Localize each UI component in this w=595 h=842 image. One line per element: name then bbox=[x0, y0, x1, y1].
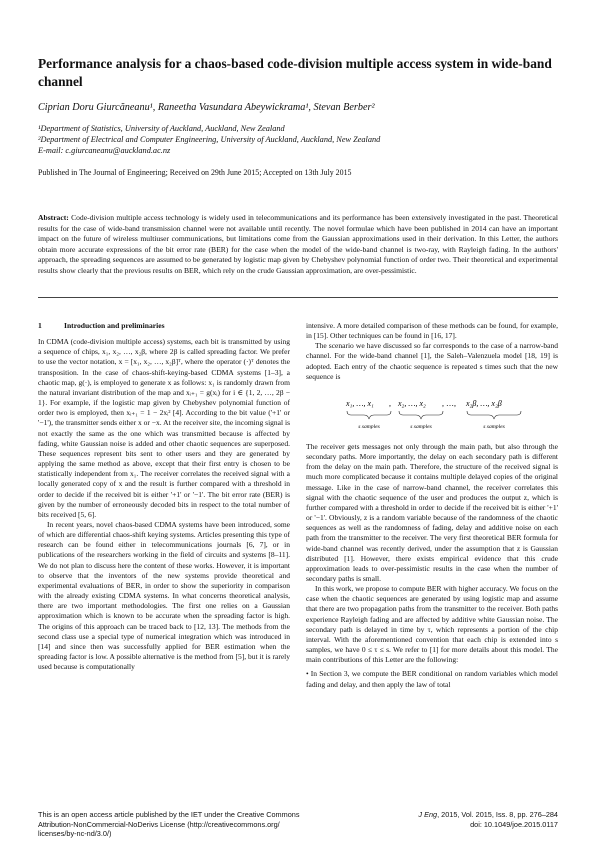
section-title: Introduction and preliminaries bbox=[64, 321, 165, 330]
license-footer bbox=[38, 810, 338, 839]
section-heading bbox=[38, 321, 290, 331]
right-column bbox=[306, 321, 558, 690]
sequence-group-1: x₁, …, x₁ bbox=[346, 398, 374, 408]
license-line[interactable]: licenses/by-nc-nd/3.0/) bbox=[38, 829, 112, 839]
sequence-group-2: x₂, …, x₂ bbox=[398, 398, 426, 408]
body-paragraph: The scenario we have discussed so far corresponds to the case of a narrow-band channel. For the wide-band channel [1], the Saleh–Valenzuela model [18, 19] is adopted. Each entry of the chaotic sequence is repeated s times such that the new sequence is bbox=[306, 341, 558, 381]
body-paragraph: In this work, we propose to compute BER with higher accuracy. We focus on the case when the chaotic sequences are generated by using logistic map and assume that there are two propagation paths from the transmitter to the receiver. Both paths experience Rayleigh fading and are affected by additive white Gaussian noise. The secondary path is delayed in time by τ, which represents a portion of the chip interval. With the aforementioned convention that each chip is extended into s samples, we have 0 ≤ τ ≤ s. We refer to [1] for more details about this model. The main contributions of this Letter are the following: bbox=[306, 584, 558, 665]
citation-footer bbox=[340, 810, 558, 829]
body-paragraph: In recent years, novel chaos-based CDMA systems have been introduced, some of which are differential chaos-shift keying systems. Articles presenting this type of research can be found either in telecommunications journals [6, 7], or in publications of the researchers working in the field of circuits and systems [8–11]. We do not plan to discuss here the content of these works. However, it is important to observe that the inventors of the new systems provide theoretical and experimental evaluations of BER, in order to show the superiority in comparison with the already existing CDMA systems. In what concerns theoretical analysis, there are two important methodologies. The first one relies on a Gaussian approximation which is known to be accurate when the spreading factor is high. The origins of this approach can be traced back to [12, 13]. The methods from the second class use a special type of numerical integration which was introduced in [14] and since then was successfully applied for BER estimation when the spreading factor is low. A possible alternative is the method from [5], but it is rarely used because is computationally bbox=[38, 519, 290, 672]
underbrace-2 bbox=[399, 411, 443, 419]
contribution-bullet: • In Section 3, we compute the BER conditional on random variables which model fading and delay, and then apply the law of total bbox=[306, 669, 558, 689]
body-paragraph: intensive. A more detailed comparison of these methods can be found, for example, in [15]. Other techniques can be found in [16, 17]. bbox=[306, 321, 558, 341]
doi[interactable]: doi: 10.1049/joe.2015.0117 bbox=[470, 819, 558, 829]
underbrace-3 bbox=[467, 411, 521, 419]
body-paragraph: The receiver gets messages not only through the main path, but also through the secondary paths. More importantly, the delay on each secondary path is different from the delay on the main path. Therefore, the structure of the received signal is much more complicated because it contains multiple delayed copies of the original message. Like in the case of narrow-band channel, the receiver correlates this signal with the chaotic sequence of the user and produces the output z, which is further compared with a threshold in order to decide if the received bit is either '+1' or '−1'. Obviously, z is a random variable because of the randomness of the chaotic sequences as well as the randomness of fading, delay and additive noise on each path from the transmitter to the receiver. The very first theoretical BER formula for wide-band channel was recently derived, under the assumption that z is Gaussian distributed [1]. However, there exists empirical evidence that this crude approximation leads to over-pessimistic results in the case when the number of secondary paths is small. bbox=[306, 441, 558, 583]
journal-name: J Eng bbox=[418, 810, 438, 819]
affiliation-1: ¹Department of Statistics, University of Auckland, Auckland, New Zealand bbox=[38, 124, 285, 133]
citation-details: , 2015, Vol. 2015, Iss. 8, pp. 276–284 bbox=[437, 810, 558, 819]
author-list: Ciprian Doru Giurcăneanu¹, Raneetha Vasundara Abeywickrama¹, Stevan Berber² bbox=[38, 102, 375, 113]
sequence-separator: , …, bbox=[442, 398, 456, 408]
section-number: 1 bbox=[38, 321, 42, 330]
sequence-group-3: x₂β, …, x₂β bbox=[466, 398, 502, 408]
body-paragraph: In CDMA (code-division multiple access) systems, each bit is transmitted by using a sequence of chips, x₁, x₂, …, x₂β, where 2β is called spreading factor. We prefer to use the vector notation, x = [x₁, x₂, …, x₂β]ᵀ, where the operator (·)ᵀ denotes the transposition. In the case of chaos-shift-keying-based CDMA systems [1–3], a chaotic map, g(·), is employed to generate x as follows: x₁ is randomly drawn from the natural invariant distribution of the map and xᵢ₊₁ = g(xᵢ) for i ∈ {1, 2, …, 2β − 1}. For example, if the logistic map given by Chebyshev polynomial function of order two is employed, then xᵢ₊₁ = 1 − 2xᵢ² [4]. According to the bit value ('+1' or '−1'), the transmitter sends either x or −x. At the receiver site, the incoming signal is not exactly the same as the one which was transmitted because is affected by fading, white Gaussian noise is added and other chaotic sequences are superposed. These sequences represent bits sent to other users and they are generated by applying the same method as above, except that their first entry is chosen to be statistically independent from x₁. The receiver correlates the received signal with a locally generated copy of x and the result is further compared with a threshold in order to decide if the received bit is either '+1' or '−1'. The bit error rate (BER) is given by the number of erroneously decoded bits in respect to the total number of bits received [5, 6]. bbox=[38, 337, 290, 519]
section-divider bbox=[38, 297, 558, 298]
abstract bbox=[38, 213, 558, 276]
license-line: This is an open access article published by the IET under the Creative Commons bbox=[38, 810, 300, 819]
underbrace-1 bbox=[347, 411, 391, 419]
sequence-equation bbox=[306, 388, 558, 436]
affiliations bbox=[38, 123, 558, 157]
abstract-text: Code-division multiple access technology is widely used in telecommunications and its performance has been extensively investigated in the past. Theoretical results for the case of wide-band transmission channel were not available until recently. The novel formulae which have been published in 2014 can have an important impact on the future of wireless multiuser communications, but limitations come from the Gaussian approximations used in their derivation. In this Letter, the authors obtain more accurate expressions of the bit error rate (BER) for the case when the model of the wide-band channel is two-ray, with Rayleigh fading. In the authors' approach, the spreading sequences are assumed to be generated by logistic map given by Chebyshev polynomial function of order two. Their theoretical and experimental results show clearly that the previous results on BER, which rely on the crude Gaussian approximation, are over-pessimistic. bbox=[38, 213, 559, 275]
brace-label-1: s samples bbox=[358, 423, 380, 430]
brace-label-2: s samples bbox=[410, 423, 432, 430]
publication-info: Published in The Journal of Engineering; Received on 29th June 2015; Accepted on 13th July 2015 bbox=[38, 168, 352, 177]
journal-citation bbox=[340, 810, 558, 820]
brace-label-3: s samples bbox=[483, 423, 505, 430]
left-column bbox=[38, 321, 290, 672]
paper-title: Performance analysis for a chaos-based code-division multiple access system in wide-band channel bbox=[38, 56, 552, 89]
license-line[interactable]: Attribution-NonCommercial-NoDerivs License (http://creativecommons.org/ bbox=[38, 819, 280, 829]
contact-email[interactable]: E-mail: c.giurcaneanu@auckland.ac.nz bbox=[38, 146, 171, 156]
affiliation-2: ²Department of Electrical and Computer Engineering, University of Auckland, Auckland, New Zealand bbox=[38, 135, 381, 145]
sequence-separator: , bbox=[389, 398, 391, 408]
abstract-label: Abstract: bbox=[38, 213, 69, 222]
sequence-equation-figure bbox=[306, 388, 558, 436]
